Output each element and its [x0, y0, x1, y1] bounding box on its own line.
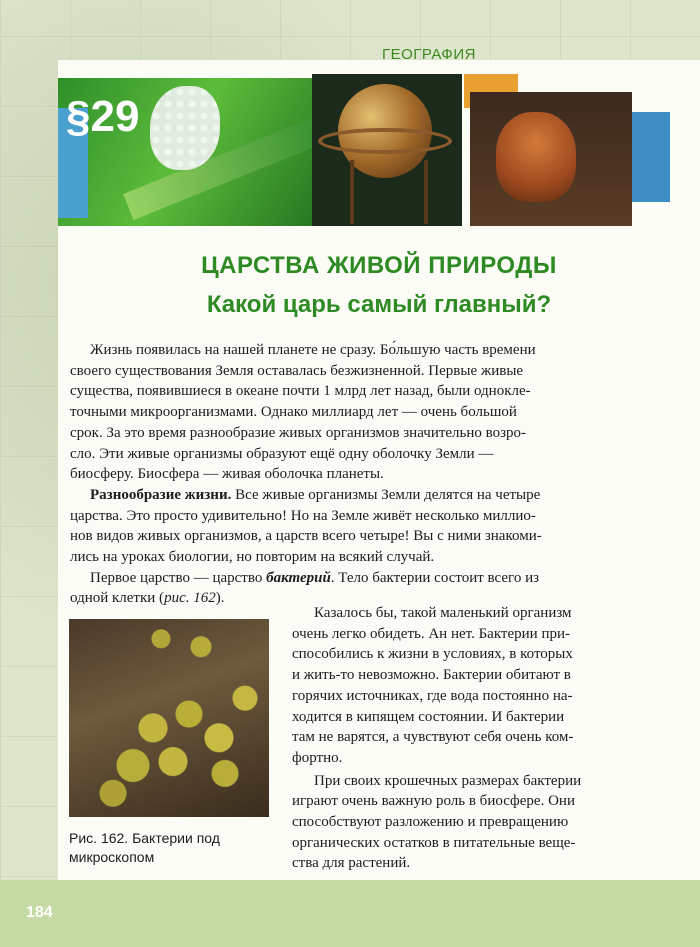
- text-line: ства для растений.: [292, 855, 411, 872]
- text-line: лись на уроках биологии, но повторим на всякий случай.: [70, 549, 435, 566]
- paragraph-resilience: [292, 603, 670, 769]
- text-line: органических остатков в питательные веще-: [292, 834, 576, 851]
- bacteria-microscope-photo: [69, 619, 269, 817]
- caption-line: микроскопом: [69, 849, 155, 865]
- text-line: своего существования Земля оставалась безжизненной. Первые живые: [70, 362, 524, 379]
- diversity-heading: Разнообразие жизни.: [90, 486, 232, 503]
- text-line: Казалось бы, такой маленький организм: [314, 605, 572, 621]
- text-line: горячих источниках, где вода постоянно на-: [292, 687, 573, 704]
- text-fragment: ).: [215, 590, 225, 607]
- figure-reference: рис. 162: [164, 590, 216, 607]
- paragraph-diversity: [70, 485, 670, 568]
- bacteria-term: бактерий: [266, 569, 331, 586]
- paragraph-number: §29: [66, 92, 140, 141]
- main-text: [70, 340, 670, 609]
- header-blue-block-right: [632, 112, 670, 202]
- text-line: [70, 485, 670, 506]
- text-line: очень легко обидеть. Ан нет. Бактерии при-: [292, 625, 570, 642]
- text-line: способились к жизни в условиях, в которых: [292, 646, 573, 663]
- text-line: царства. Это просто удивительно! Но на Земле живёт несколько миллио-: [70, 507, 536, 524]
- page-title: ЦАРСТВА ЖИВОЙ ПРИРОДЫ: [201, 252, 557, 279]
- text-line: играют очень важную роль в биосфере. Они: [292, 793, 575, 810]
- footer-strip: [0, 880, 700, 947]
- caption-line: Рис. 162. Бактерии под: [69, 830, 220, 846]
- text-line: нов видов живых организмов, а царств всего четыре! Вы с ними знакоми-: [70, 528, 542, 545]
- subject-label: ГЕОГРАФИЯ: [382, 46, 476, 63]
- text-line: [70, 568, 670, 589]
- text-line: При своих крошечных размерах бактерии: [314, 772, 582, 789]
- globe-ring: [318, 128, 452, 154]
- text-line: сло. Эти живые организмы образуют ещё одну оболочку Земли —: [70, 445, 494, 462]
- text-line: способствуют разложению и превращению: [292, 814, 569, 831]
- butterfly-image: [150, 86, 220, 170]
- text-line: там не варятся, а чувствуют себя очень ком-: [292, 729, 574, 746]
- text-fragment: одной клетки (: [70, 590, 165, 607]
- text-line: ходится в кипящем состоянии. И бактерии: [292, 708, 565, 725]
- text-line: существа, появившиеся в океане почти 1 млрд лет назад, были однокле-: [70, 383, 531, 400]
- text-fragment: Первое царство — царство: [90, 569, 267, 586]
- globe-stand: [350, 160, 428, 224]
- text-fragment: Все живые организмы Земли делятся на четыре: [231, 486, 541, 503]
- orangutan-image: [496, 112, 576, 202]
- page-number: 184: [26, 904, 53, 921]
- paragraph-role: [292, 771, 670, 875]
- text-line: фортно.: [292, 749, 343, 766]
- text-fragment: . Тело бактерии состоит всего из: [330, 569, 540, 586]
- text-line: точными микроорганизмами. Однако миллиард лет — очень большой: [70, 404, 517, 421]
- text-line: и жить-то невозможно. Бактерии обитают в: [292, 667, 571, 684]
- text-line: срок. За это время разнообразие живых организмов значительно возро-: [70, 424, 527, 441]
- paragraph-intro: [70, 340, 670, 485]
- text-line: Жизнь появилась на нашей планете не сразу. Бо́льшую часть времени: [90, 342, 536, 358]
- page-subtitle: Какой царь самый главный?: [206, 291, 552, 318]
- figure-caption: [69, 829, 279, 867]
- right-column-text: [292, 603, 670, 874]
- text-line: биосферу. Биосфера — живая оболочка планеты.: [70, 466, 384, 483]
